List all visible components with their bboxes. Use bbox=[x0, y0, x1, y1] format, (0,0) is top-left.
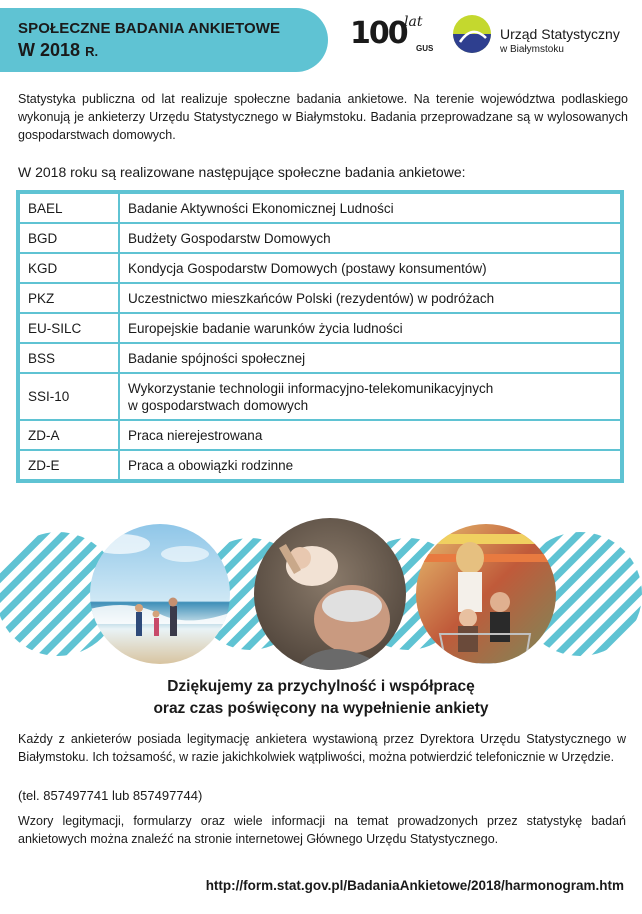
title-year: 2018 bbox=[40, 40, 81, 60]
id-card-paragraph: Każdy z ankieterów posiada legitymację ankietera wystawioną przez Dyrektora Urzędu Statystycznego w Białymstoku. Ich tożsamość, w razie jakichkolwiek wątpliwości, można potwierdzić telefonicznie w Urzędzie. bbox=[18, 732, 626, 764]
survey-name: Kondycja Gospodarstw Domowych (postawy konsumentów) bbox=[119, 253, 621, 283]
survey-name: Uczestnictwo mieszkańców Polski (rezydentów) w podróżach bbox=[119, 283, 621, 313]
survey-code: ZD-A bbox=[19, 420, 119, 450]
survey-code: BGD bbox=[19, 223, 119, 253]
table-row bbox=[19, 450, 621, 480]
survey-name: Europejskie badanie warunków życia ludności bbox=[119, 313, 621, 343]
survey-code: KGD bbox=[19, 253, 119, 283]
survey-table bbox=[16, 190, 624, 483]
title-line-2 bbox=[18, 40, 328, 61]
statistical-office-logo bbox=[450, 12, 635, 68]
header-banner bbox=[0, 8, 328, 72]
survey-name: Badanie Aktywności Ekonomicznej Ludności bbox=[119, 193, 621, 223]
survey-schedule-link[interactable]: http://form.stat.gov.pl/BadaniaAnkietowe/2018/harmonogram.htm bbox=[205, 878, 624, 893]
survey-name bbox=[119, 373, 621, 420]
office-emblem-icon bbox=[450, 12, 494, 68]
survey-code: BSS bbox=[19, 343, 119, 373]
survey-name: Praca a obowiązki rodzinne bbox=[119, 450, 621, 480]
thanks-line-1: Dziękujemy za przychylność i współpracę bbox=[167, 678, 475, 695]
survey-name: Badanie spójności społecznej bbox=[119, 343, 621, 373]
title-line-1: SPOŁECZNE BADANIA ANKIETOWE bbox=[18, 20, 281, 37]
gus-100-logo bbox=[350, 16, 442, 60]
family-photo bbox=[254, 518, 406, 674]
table-row bbox=[19, 223, 621, 253]
survey-name-line-1: Wykorzystanie technologii informacyjno-telekomunikacyjnych bbox=[128, 380, 494, 396]
survey-code: PKZ bbox=[19, 283, 119, 313]
logo-100-number: 100 bbox=[350, 16, 407, 51]
office-name-line-1: Urząd Statystyczny bbox=[500, 26, 620, 42]
thanks-line-2: oraz czas poświęcony na wypełnienie ankiety bbox=[153, 700, 489, 717]
survey-name: Budżety Gospodarstw Domowych bbox=[119, 223, 621, 253]
beach-photo bbox=[90, 524, 240, 664]
thanks-heading bbox=[0, 676, 642, 720]
logo-100-gus: GUS bbox=[416, 44, 434, 53]
survey-code: ZD-E bbox=[19, 450, 119, 480]
forms-info-paragraph: Wzory legitymacji, formularzy oraz wiele informacji na temat prowadzonych przez statystykę badań ankietowych można znaleźć na stronie internetowej Głównego Urzędu Statystycznego. bbox=[18, 814, 626, 846]
survey-code: SSI-10 bbox=[19, 373, 119, 420]
shopping-photo bbox=[416, 524, 556, 664]
table-row bbox=[19, 313, 621, 343]
table-row bbox=[19, 420, 621, 450]
title-prefix: W bbox=[18, 40, 35, 60]
table-row bbox=[19, 253, 621, 283]
survey-code: EU-SILC bbox=[19, 313, 119, 343]
survey-code: BAEL bbox=[19, 193, 119, 223]
table-row bbox=[19, 373, 621, 420]
survey-name: Praca nierejestrowana bbox=[119, 420, 621, 450]
photo-band bbox=[0, 514, 642, 674]
office-name-line-2: w Białymstoku bbox=[500, 44, 564, 55]
table-row bbox=[19, 343, 621, 373]
table-row bbox=[19, 193, 621, 223]
intro-paragraph: Statystyka publiczna od lat realizuje społeczne badania ankietowe. Na terenie województwa podlaskiego wykonują je ankieterzy Urzędu Statystycznego w Białymstoku. Badania przeprowadzane są w wylosowanych gospodarstwach domowych. bbox=[18, 92, 628, 142]
table-row bbox=[19, 283, 621, 313]
phone-numbers: (tel. 857497741 lub 857497744) bbox=[18, 788, 203, 803]
logo-100-script: lat bbox=[404, 14, 423, 30]
table-heading: W 2018 roku są realizowane następujące społeczne badania ankietowe: bbox=[18, 164, 466, 180]
survey-name-line-2: w gospodarstwach domowych bbox=[128, 397, 309, 413]
title-suffix: R. bbox=[85, 44, 99, 59]
